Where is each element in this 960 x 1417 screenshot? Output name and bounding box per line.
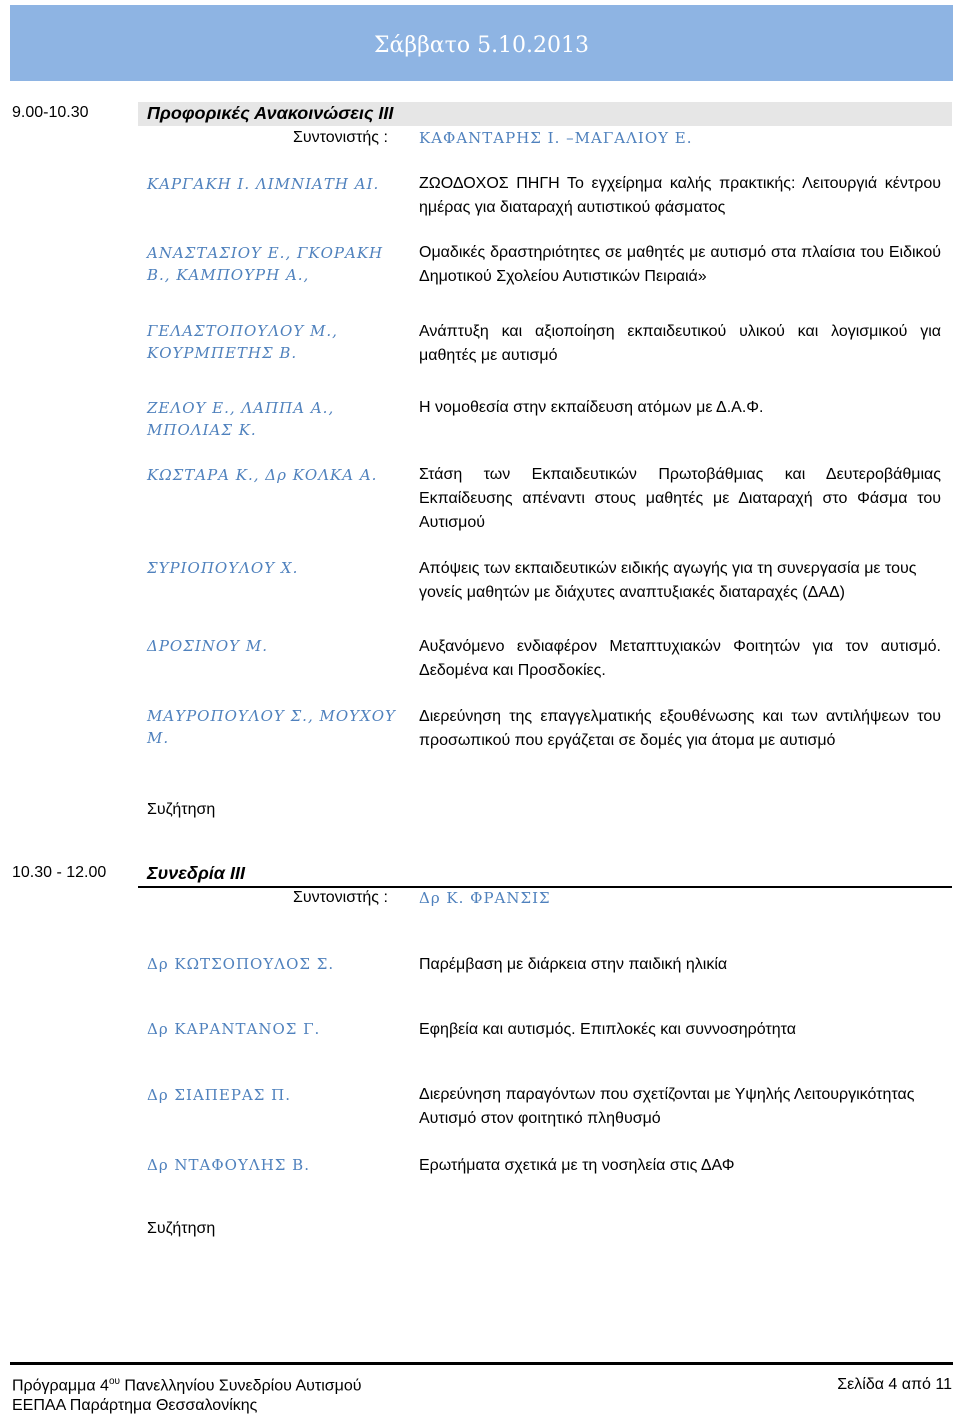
entry-authors: ΚΑΡΓΑΚΗ Ι. ΛΙΜΝΙΑΤΗ ΑΙ.	[147, 175, 380, 193]
entry-authors: ΜΑΥΡΟΠΟΥΛΟΥ Σ., ΜΟΥΧΟΥ Μ.	[147, 707, 396, 747]
date-title: Σάββατο 5.10.2013	[373, 33, 590, 58]
session-2-title: Συνεδρία ΙΙΙ	[147, 863, 245, 883]
session-1-coordinator-label: Συντονιστής :	[293, 129, 388, 146]
session-2-title-bar	[138, 862, 952, 888]
session-1-time: 9.00-10.30	[12, 104, 89, 121]
session-2-discussion: Συζήτηση	[147, 1220, 216, 1237]
footer-organizer: ΕΕΠΑΑ Παράρτημα Θεσσαλονίκης	[12, 1397, 258, 1414]
entry-title: Ανάπτυξη και αξιοποίηση εκπαιδευτικού υλικού και λογισμικού για μαθητές με αυτισμό	[419, 323, 941, 364]
entry-authors: ΣΥΡΙΟΠΟΥΛΟΥ Χ.	[147, 559, 299, 577]
entry-authors: ΑΝΑΣΤΑΣΙΟΥ Ε., ΓΚΟΡΑΚΗ Β., ΚΑΜΠΟΥΡΗ Α.,	[147, 244, 384, 284]
session-1-title: Προφορικές Ανακοινώσεις ΙΙΙ	[147, 103, 394, 123]
entry-title: Απόψεις των εκπαιδευτικών ειδικής αγωγής για τη συνεργασία με τους γονείς μαθητών με διάχυτες αναπτυξιακές διαταραχές (ΔΑΔ)	[419, 560, 917, 601]
entry-authors: Δρ ΚΑΡΑΝΤΑΝΟΣ Γ.	[147, 1020, 321, 1038]
entry-authors: ΚΩΣΤΑΡΑ Κ., Δρ ΚΟΛΚΑ Α.	[147, 466, 378, 484]
entry-title: Παρέμβαση με διάρκεια στην παιδική ηλικία	[419, 956, 728, 973]
entry-title: Αυξανόμενο ενδιαφέρον Μεταπτυχιακών Φοιτητών για τον αυτισμό. Δεδομένα και Προσδοκίες.	[419, 638, 941, 679]
session-1-discussion: Συζήτηση	[147, 801, 216, 818]
entry-title: Ερωτήματα σχετικά με τη νοσηλεία στις ΔΑΦ	[419, 1157, 735, 1174]
entry-authors: ΖΕΛΟΥ Ε., ΛΑΠΠΑ Α., ΜΠΟΛΙΑΣ Κ.	[147, 399, 335, 439]
entry-authors: Δρ ΝΤΑΦΟΥΛΗΣ Β.	[147, 1156, 310, 1174]
session-2-coordinator-name: Δρ Κ. ΦΡΑΝΣΙΣ	[419, 889, 551, 907]
session-1-coordinator-name: ΚΑΦΑΝΤΑΡΗΣ Ι. –ΜΑΓΑΛΙΟΥ Ε.	[419, 129, 693, 147]
entry-title: Η νομοθεσία στην εκπαίδευση ατόμων με Δ.Α.Φ.	[419, 399, 764, 416]
entry-authors: ΔΡΟΣΙΝΟΥ Μ.	[147, 637, 268, 655]
entry-title: ΖΩΟΔΟΧΟΣ ΠΗΓΗ Το εγχείρημα καλής πρακτικής: Λειτουργιά κέντρου ημέρας για διαταραχή αυτιστικού φάσματος	[419, 175, 941, 216]
entry-title: Εφηβεία και αυτισμός. Επιπλοκές και συννοσηρότητα	[419, 1021, 796, 1038]
entry-title: Διερεύνηση παραγόντων που σχετίζονται με Υψηλής Λειτουργικότητας Αυτισμό στον φοιτητικό πληθυσμό	[419, 1086, 915, 1127]
session-2-coordinator-label: Συντονιστής :	[293, 889, 388, 906]
date-banner	[10, 5, 953, 81]
entry-authors: Δρ ΣΙΑΠΕΡΑΣ Π.	[147, 1086, 291, 1104]
footer-program: Πρόγραμμα $4^{o\upsilon}$ Πανελληνίου Συνεδρίου Αυτισμού	[12, 1376, 362, 1395]
entry-authors: ΓΕΛΑΣΤΟΠΟΥΛΟΥ Μ., ΚΟΥΡΜΠΕΤΗΣ Β.	[147, 322, 338, 362]
footer-divider	[10, 1362, 953, 1365]
entry-title: Ομαδικές δραστηριότητες σε μαθητές με αυτισμό στα πλαίσια του Ειδικού Δημοτικού Σχολείου Αυτιστικών Πειραιά»	[419, 244, 941, 285]
entry-title: Στάση των Εκπαιδευτικών Πρωτοβάθμιας και Δευτεροβάθμιας Εκπαίδευσης απέναντι στους μαθητές με Διαταραχή στο Φάσμα του Αυτισμού	[419, 466, 941, 531]
session-2-time: 10.30 - 12.00	[12, 864, 107, 881]
entry-authors: Δρ ΚΩΤΣΟΠΟΥΛΟΣ Σ.	[147, 955, 335, 973]
footer-page-number: Σελίδα 4 από 11	[837, 1376, 952, 1393]
entry-title: Διερεύνηση της επαγγελματικής εξουθένωσης και των αντιλήψεων του προσωπικού που εργάζεται σε δομές για άτομα με αυτισμό	[419, 708, 941, 749]
